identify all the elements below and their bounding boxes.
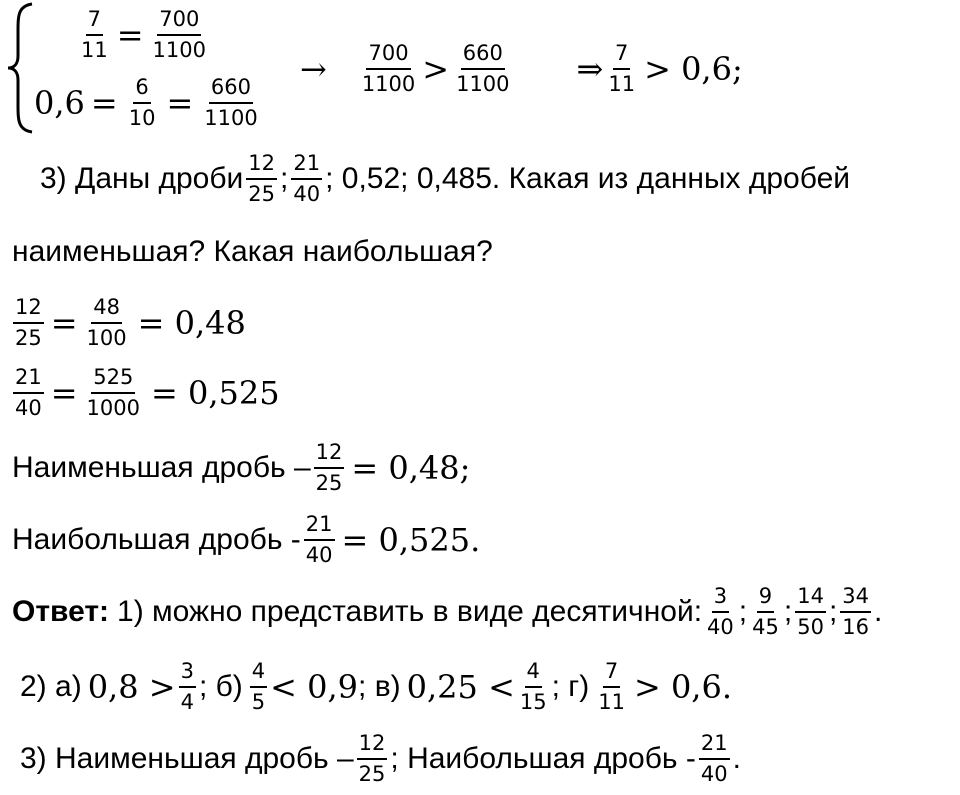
answer-line-1: Ответ: 1) можно представить в виде десятичной: $\frac{3}{40}$ ; $\frac{9}{45}$ ; $\frac{14}{50}$ ; $\frac{34}{16}$ . xyxy=(12,584,883,639)
fraction: $\frac{12}{25}$ xyxy=(248,151,276,206)
fraction: $\frac{4}{15}$ xyxy=(519,659,547,714)
fraction: $\frac{660}{1100}$ xyxy=(204,75,258,130)
fraction: $\frac{34}{16}$ xyxy=(842,584,870,639)
answer-line-3: 3) Наименьшая дробь – $\frac{12}{25}$ ; Наибольшая дробь - $\frac{21}{40}$ . xyxy=(20,731,741,786)
fraction: $\frac{700}{1100}$ xyxy=(361,41,416,96)
fraction: $\frac{21}{40}$ xyxy=(305,512,333,567)
fraction: $\frac{7}{11}$ xyxy=(598,659,625,714)
fraction: $\frac{7}{11}$ xyxy=(81,7,108,62)
fraction: $\frac{21}{40}$ xyxy=(293,151,321,206)
fraction: $\frac{21}{40}$ xyxy=(15,365,42,420)
implies-icon: ⇒ xyxy=(576,50,604,88)
task3-line1: 3) Даны дроби $\frac{12}{25}$ ; $\frac{21}{40}$ ; 0,52; 0,485. Какая из данных дробей xyxy=(40,151,851,206)
fraction: $\frac{3}{4}$ xyxy=(180,659,194,714)
calc-line-2: $\frac{21}{40}$ = $\frac{525}{1000}$ = 0,525 xyxy=(15,365,280,420)
system-row-1: $\frac{7}{11}$ = $\frac{700}{1100}$ xyxy=(81,7,206,62)
fraction: $\frac{525}{1000}$ xyxy=(86,365,140,420)
min-line: Наименьшая дробь – $\frac{12}{25}$ = 0,48; xyxy=(12,440,471,495)
fraction: $\frac{4}{5}$ xyxy=(251,659,266,714)
system-comparison: → $\frac{700}{1100}$ > $\frac{660}{1100}$ ⇒ $\frac{7}{11}$ > 0,6; xyxy=(300,41,743,96)
fraction: $\frac{700}{1100}$ xyxy=(152,7,206,62)
calc-line-1: $\frac{12}{25}$ = $\frac{48}{100}$ = 0,48 xyxy=(15,295,246,350)
fraction: $\frac{14}{50}$ xyxy=(797,584,824,639)
fraction: $\frac{7}{11}$ xyxy=(608,41,636,96)
fraction: $\frac{6}{10}$ xyxy=(128,75,156,130)
task3-line2: наименьшая? Какая наибольшая? xyxy=(12,235,493,268)
fraction: $\frac{12}{25}$ xyxy=(15,295,42,350)
answer-line-2: 2) а) 0,8 > $\frac{3}{4}$ ; б) $\frac{4}{5}$ < 0,9 ; в) 0,25 < $\frac{4}{15}$ ; г) $\frac{7}{11}$ > 0,6. xyxy=(20,659,732,714)
fraction: $\frac{12}{25}$ xyxy=(358,731,386,786)
fraction: $\frac{12}{25}$ xyxy=(315,440,343,495)
fraction: $\frac{48}{100}$ xyxy=(86,295,127,350)
max-line: Наибольшая дробь - $\frac{21}{40}$ = 0,525. xyxy=(12,512,481,567)
fraction: $\frac{21}{40}$ xyxy=(700,731,728,786)
system-row-2: 0,6 = $\frac{6}{10}$ = $\frac{660}{1100}$ xyxy=(34,75,258,130)
fraction: $\frac{660}{1100}$ xyxy=(456,41,510,96)
left-brace-icon xyxy=(4,2,38,134)
fraction: $\frac{3}{40}$ xyxy=(707,584,734,639)
arrow-right-icon: → xyxy=(300,50,327,88)
fraction: $\frac{9}{45}$ xyxy=(752,584,779,639)
